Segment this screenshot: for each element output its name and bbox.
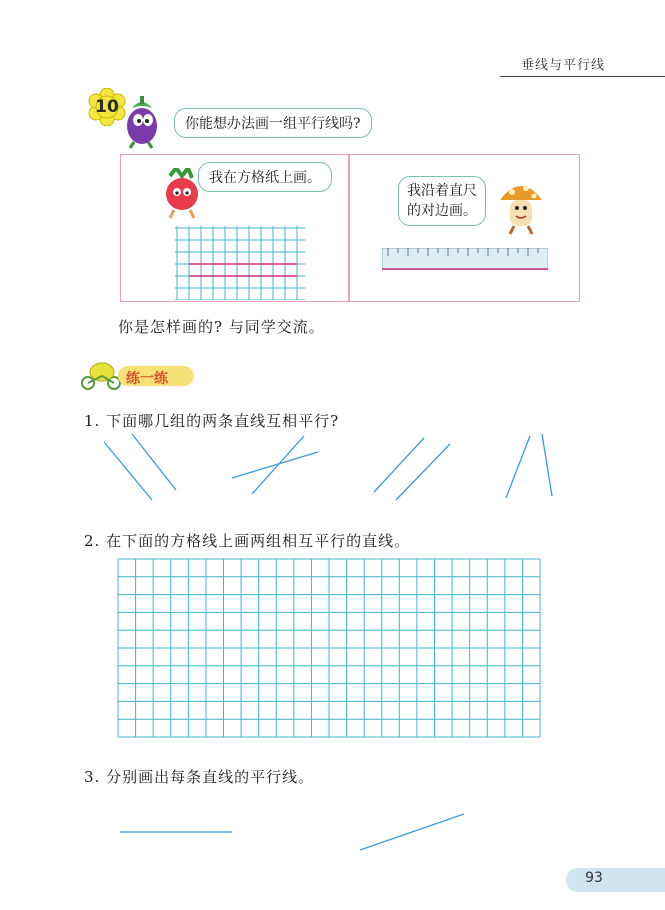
slanted-line	[360, 814, 464, 850]
large-grid-paper[interactable]	[117, 558, 541, 738]
radish-speech-bubble: 我在方格纸上画。	[198, 162, 332, 192]
mushroom-speech-line-1: 我沿着直尺	[407, 183, 477, 199]
exercise-3-lines	[110, 800, 470, 860]
line-group-a	[104, 434, 176, 500]
eggplant-character-icon	[118, 92, 170, 150]
line-group-c	[374, 438, 450, 500]
exercise-1-line-groups	[96, 428, 566, 508]
pink-parallel-lines	[189, 264, 297, 276]
header-rule	[500, 76, 665, 77]
line-group-d	[506, 434, 552, 498]
exercise-1-text: 1. 下面哪几组的两条直线互相平行?	[84, 412, 340, 430]
panel-divider	[348, 154, 350, 302]
discussion-prompt: 你是怎样画的? 与同学交流。	[118, 318, 325, 336]
exercise-3-text: 3. 分别画出每条直线的平行线。	[84, 768, 315, 786]
practice-label: 练一练	[126, 371, 168, 387]
mushroom-speech-bubble	[398, 176, 486, 226]
line-group-b	[232, 436, 318, 494]
small-grid-paper	[175, 226, 305, 300]
mushroom-speech-line-2: 的对边画。	[407, 203, 477, 219]
page-number: 93	[585, 870, 603, 886]
section-title: 垂线与平行线	[520, 58, 605, 73]
exercise-2-text: 2. 在下面的方格线上画两组相互平行的直线。	[84, 532, 411, 550]
ruler-icon	[382, 248, 548, 270]
question-speech-bubble: 你能想办法画一组平行线吗?	[174, 108, 372, 138]
example-number: 10	[95, 97, 119, 117]
mushroom-character-icon	[496, 178, 546, 236]
